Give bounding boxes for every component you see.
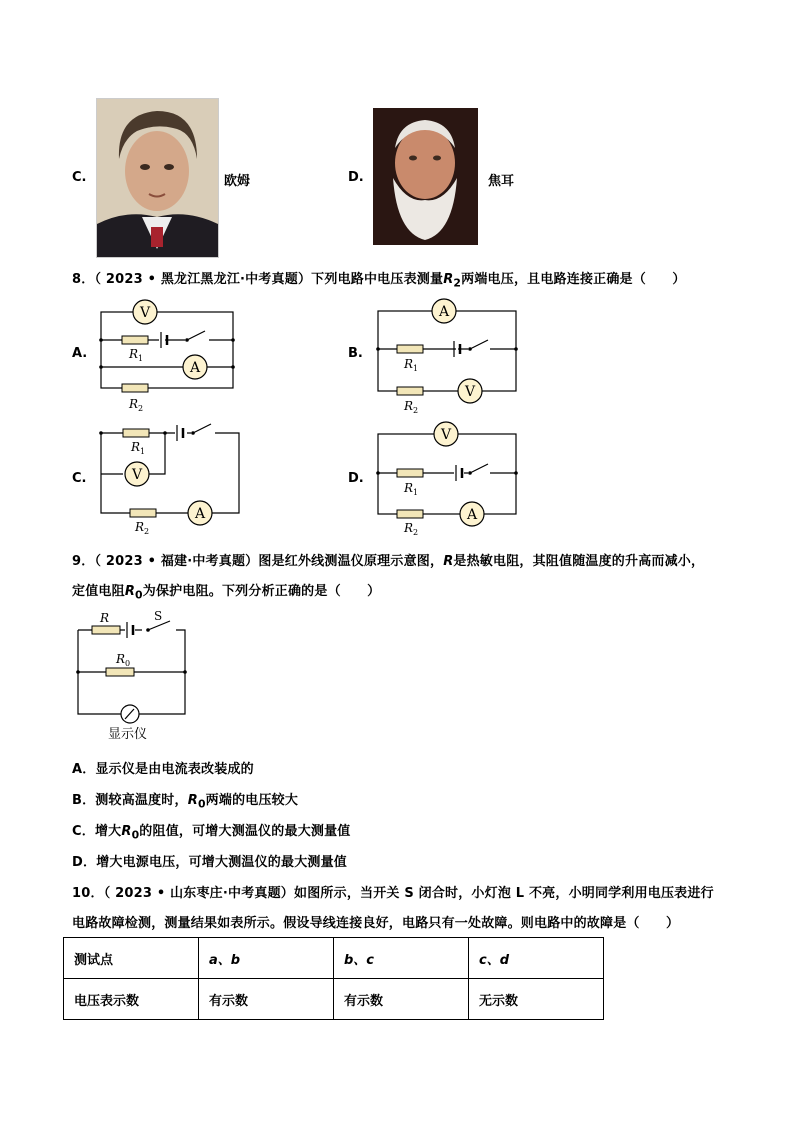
svg-text:R: R — [404, 357, 414, 371]
q10-table — [63, 937, 604, 1020]
table-cell: 有示数 — [334, 979, 469, 1020]
svg-text:R: R — [135, 520, 145, 534]
q9-stem-line2: 定值电阻$R_0$为保护电阻。下列分析正确的是（ ） — [72, 584, 381, 602]
table-row — [64, 938, 604, 979]
q8-circuit-a — [95, 298, 240, 413]
svg-text:2: 2 — [413, 528, 419, 537]
svg-text:2: 2 — [413, 406, 419, 415]
table-cell: a、b — [199, 938, 334, 979]
svg-text:1: 1 — [138, 354, 144, 363]
q8-stem: 8．（ 2023 • 黑龙江黑龙江·中考真题）下列电路中电压表测量$R_2$两端电压，且电路连接正确是（ ） — [72, 272, 686, 290]
svg-text:R: R — [100, 611, 110, 625]
q8-circuit-c — [95, 420, 245, 536]
svg-text:A: A — [194, 506, 206, 522]
q10-stem-line2: 电路故障检测，测量结果如表所示。假设导线连接良好，电路只有一处故障。则电路中的故障是（ ） — [72, 916, 680, 931]
q10-stem-line1: 10．（ 2023 • 山东枣庄·中考真题）如图所示，当开关 S 闭合时，小灯泡 L 不亮，小明同学利用电压表进行 — [72, 886, 714, 901]
option-c-name: 欧姆 — [224, 174, 251, 189]
svg-text:2: 2 — [138, 404, 144, 413]
svg-text:R: R — [116, 652, 126, 666]
svg-text:R: R — [404, 399, 414, 413]
q8-option-c: C. — [72, 471, 87, 486]
option-d-name: 焦耳 — [488, 174, 515, 189]
q9-stem-line1: 9．（ 2023 • 福建·中考真题）图是红外线测温仪原理示意图，R是热敏电阻，其阻值随温度的升高而减小， — [72, 554, 705, 569]
svg-text:R: R — [404, 521, 414, 535]
joule-portrait — [373, 108, 478, 245]
q8-option-d: D. — [348, 471, 364, 486]
svg-text:A: A — [466, 507, 478, 523]
table-cell: 电压表示数 — [64, 979, 199, 1020]
q8-option-b: B. — [348, 346, 363, 361]
svg-text:1: 1 — [413, 364, 419, 373]
svg-text:V: V — [464, 384, 476, 400]
svg-text:R: R — [129, 347, 139, 361]
q9-choice-d: D．增大电源电压，可增大测温仪的最大测量值 — [72, 855, 347, 870]
svg-text:V: V — [440, 427, 452, 443]
svg-text:R: R — [131, 440, 141, 454]
table-cell: 测试点 — [64, 938, 199, 979]
svg-text:0: 0 — [125, 659, 131, 668]
q8-circuit-b — [372, 296, 524, 416]
display-label: 显示仪 — [108, 727, 148, 742]
q8-option-a: A. — [72, 346, 88, 361]
svg-text:R: R — [129, 397, 139, 411]
svg-text:1: 1 — [140, 447, 146, 456]
q9-choice-c: C．增大$R_0$的阻值，可增大测温仪的最大测量值 — [72, 824, 351, 842]
svg-text:2: 2 — [144, 527, 150, 536]
svg-text:V: V — [131, 467, 143, 483]
table-cell: 无示数 — [469, 979, 604, 1020]
svg-text:S: S — [154, 609, 163, 623]
table-cell: b、c — [334, 938, 469, 979]
ohm-portrait — [96, 98, 219, 258]
table-cell: c、d — [469, 938, 604, 979]
table-row — [64, 979, 604, 1020]
q9-circuit — [70, 610, 195, 745]
q8-circuit-d — [372, 420, 524, 537]
svg-text:1: 1 — [413, 488, 419, 497]
svg-text:A: A — [438, 304, 450, 320]
q9-choice-a: A．显示仪是由电流表改装成的 — [72, 762, 254, 777]
option-d-letter: D. — [348, 170, 364, 185]
svg-text:R: R — [404, 481, 414, 495]
option-c-letter: C. — [72, 170, 87, 185]
meter-label: V — [139, 305, 151, 321]
meter-label: A — [189, 360, 201, 376]
q9-choice-b: B．测较高温度时，$R_0$两端的电压较大 — [72, 793, 299, 811]
table-cell: 有示数 — [199, 979, 334, 1020]
